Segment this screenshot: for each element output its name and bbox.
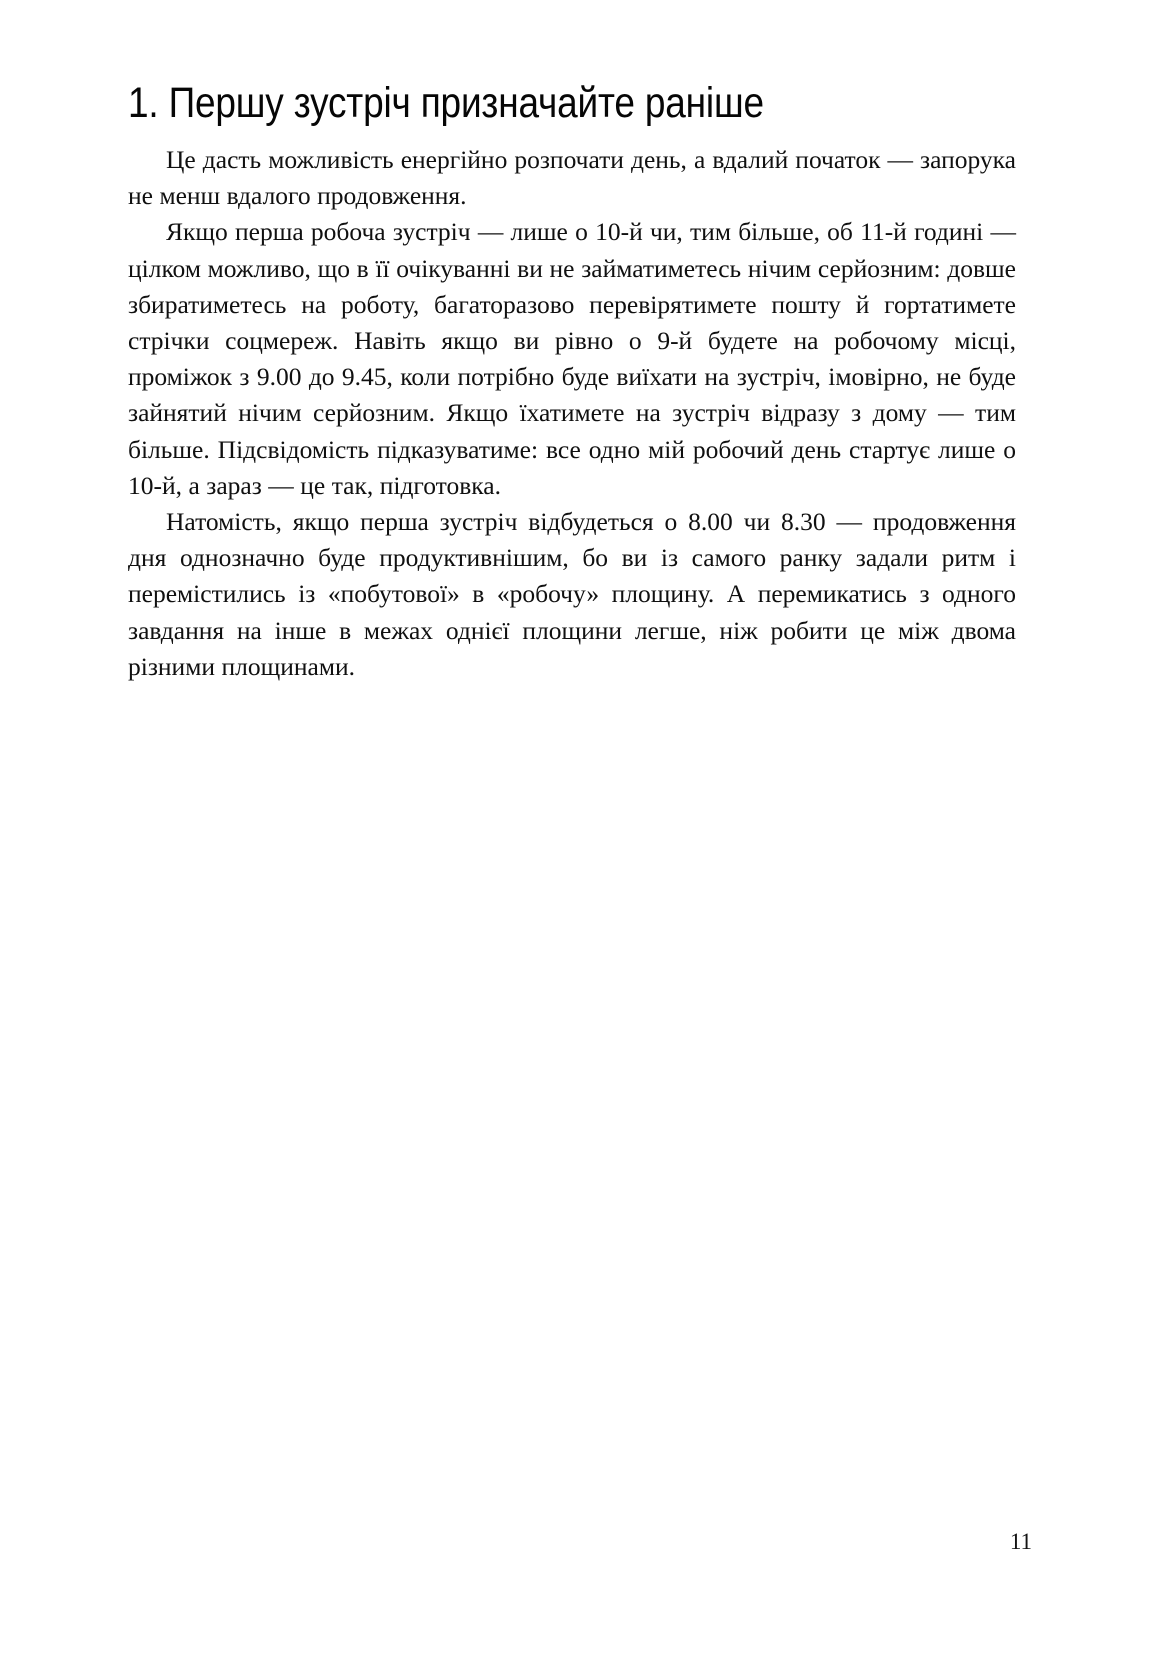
page-number: 11 xyxy=(1009,1529,1032,1554)
paragraph-1: Це дасть можливість енергійно розпочати день, а вдалий початок — запорука не менш вдалого продовження. xyxy=(128,145,1016,211)
page-content xyxy=(128,78,1016,685)
paragraph-3: Натомість, якщо перша зустріч відбудеться о 8.00 чи 8.30 — продовження дня однозначно буде продуктивнішим, бо ви із самого ранку задали ритм і перемістились із «побутової» в «робочу» площину. А перемикатись з одного завдання на інше в межах однієї площини легше, ніж робити це між двома різними площинами. xyxy=(128,507,1016,681)
page-title: 1. Першу зустріч призначайте раніше xyxy=(128,79,764,127)
paragraph-2: Якщо перша робоча зустріч — лише о 10-й чи, тим більше, об 11-й годині — цілком можливо, що в її очікуванні ви не займатиметесь нічим серйозним: довше збиратиметесь на роботу, багаторазово перевірятимете пошту й гортатимете стрічки соцмереж. Навіть якщо ви рівно о 9-й будете на робочому місці, проміжок з 9.00 до 9.45, коли потрібно буде виїхати на зустріч, імовірно, не буде зайнятий нічим серйозним. Якщо їхатимете на зустріч відразу з дому — тим більше. Підсвідомість підказуватиме: все одно мій робочий день стартує лише о 10-й, а зараз — це так, підготовка. xyxy=(128,217,1016,500)
